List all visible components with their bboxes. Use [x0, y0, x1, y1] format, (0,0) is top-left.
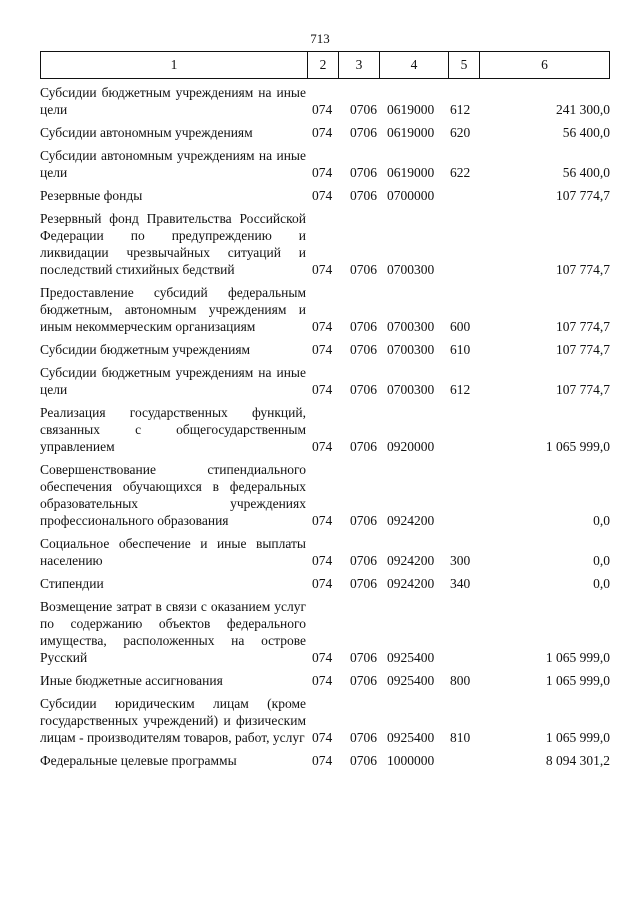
- row-description: Субсидии юридическим лицам (кроме государственных учреждений) и физическим лицам - производителям товаров, работ, услуг: [40, 696, 306, 745]
- amount: 107 774,7: [556, 319, 610, 334]
- section-code: 0706: [350, 188, 377, 203]
- amount: 241 300,0: [556, 102, 610, 117]
- table-row: [40, 575, 610, 592]
- amount: 0,0: [593, 576, 610, 591]
- column-header-2: 2: [308, 52, 339, 79]
- amount: 1 065 999,0: [545, 650, 610, 665]
- row-description: Социальное обеспечение и иные выплаты населению: [40, 536, 306, 568]
- table-row: [40, 187, 610, 204]
- table-row: [40, 404, 610, 455]
- table-row: [40, 752, 610, 769]
- row-codes: [40, 649, 610, 666]
- row-description: Резервный фонд Правительства Российской Федерации по предупреждению и ликвидации чрезвычайных ситуаций и последствий стихийных бедствий: [40, 211, 306, 277]
- target-article-code: 0700300: [387, 382, 435, 397]
- column-header-4: 4: [380, 52, 449, 79]
- row-description: Субсидии бюджетным учреждениям на иные цели: [40, 365, 306, 397]
- amount: 107 774,7: [556, 262, 610, 277]
- target-article-code: 0619000: [387, 102, 435, 117]
- row-description: Субсидии автономным учреждениям: [40, 125, 253, 140]
- row-codes: [40, 729, 610, 746]
- target-article-code: 0924200: [387, 553, 435, 568]
- ministry-code: 074: [312, 576, 333, 591]
- row-description: Резервные фонды: [40, 188, 143, 203]
- section-code: 0706: [350, 439, 377, 454]
- table-row: [40, 598, 610, 666]
- target-article-code: 0924200: [387, 513, 435, 528]
- column-header-1: 1: [41, 52, 308, 79]
- row-description: Субсидии бюджетным учреждениям на иные цели: [40, 85, 306, 117]
- section-code: 0706: [350, 262, 377, 277]
- ministry-code: 074: [312, 319, 333, 334]
- row-description: Реализация государственных функций, связанных с общегосударственным управлением: [40, 405, 306, 454]
- ministry-code: 074: [312, 165, 333, 180]
- row-description: Субсидии бюджетным учреждениям: [40, 342, 251, 357]
- row-codes: [40, 381, 610, 398]
- target-article-code: 0700300: [387, 262, 435, 277]
- table-row: [40, 147, 610, 181]
- row-codes: [40, 552, 610, 569]
- target-article-code: 0925400: [387, 650, 435, 665]
- section-code: 0706: [350, 342, 377, 357]
- expense-type-code: 300: [450, 553, 471, 568]
- amount: 1 065 999,0: [545, 439, 610, 454]
- ministry-code: 074: [312, 102, 333, 117]
- amount: 107 774,7: [556, 188, 610, 203]
- ministry-code: 074: [312, 553, 333, 568]
- table-row: [40, 284, 610, 335]
- row-codes: [40, 101, 610, 118]
- section-code: 0706: [350, 165, 377, 180]
- amount: 107 774,7: [556, 382, 610, 397]
- row-codes: [40, 164, 610, 181]
- section-code: 0706: [350, 382, 377, 397]
- target-article-code: 0924200: [387, 576, 435, 591]
- row-codes: [40, 187, 610, 204]
- ministry-code: 074: [312, 188, 333, 203]
- row-codes: [40, 672, 610, 689]
- row-codes: [40, 318, 610, 335]
- ministry-code: 074: [312, 650, 333, 665]
- target-article-code: 0700000: [387, 188, 435, 203]
- ministry-code: 074: [312, 125, 333, 140]
- expense-type-code: 612: [450, 382, 471, 397]
- row-codes: [40, 752, 610, 769]
- row-description: Стипендии: [40, 576, 104, 591]
- target-article-code: 1000000: [387, 753, 435, 768]
- budget-table-body: [40, 84, 610, 775]
- column-header-row: [41, 52, 610, 79]
- column-header-table: [40, 51, 610, 79]
- row-description: Субсидии автономным учреждениям на иные цели: [40, 148, 306, 180]
- amount: 56 400,0: [562, 165, 610, 180]
- amount: 8 094 301,2: [545, 753, 610, 768]
- target-article-code: 0700300: [387, 319, 435, 334]
- ministry-code: 074: [312, 673, 333, 688]
- expense-type-code: 620: [450, 125, 471, 140]
- amount: 107 774,7: [556, 342, 610, 357]
- row-description: Федеральные целевые программы: [40, 753, 237, 768]
- amount: 0,0: [593, 513, 610, 528]
- table-row: [40, 461, 610, 529]
- row-codes: [40, 512, 610, 529]
- expense-type-code: 800: [450, 673, 471, 688]
- table-row: [40, 124, 610, 141]
- ministry-code: 074: [312, 439, 333, 454]
- table-row: [40, 341, 610, 358]
- expense-type-code: 622: [450, 165, 471, 180]
- target-article-code: 0925400: [387, 730, 435, 745]
- target-article-code: 0700300: [387, 342, 435, 357]
- section-code: 0706: [350, 553, 377, 568]
- amount: 56 400,0: [562, 125, 610, 140]
- table-row: [40, 695, 610, 746]
- section-code: 0706: [350, 753, 377, 768]
- ministry-code: 074: [312, 753, 333, 768]
- section-code: 0706: [350, 319, 377, 334]
- row-description: Возмещение затрат в связи с оказанием услуг по содержанию объектов федерального имущества, расположенных на острове Русский: [40, 599, 306, 665]
- amount: 1 065 999,0: [545, 730, 610, 745]
- row-codes: [40, 575, 610, 592]
- target-article-code: 0619000: [387, 165, 435, 180]
- section-code: 0706: [350, 125, 377, 140]
- table-row: [40, 672, 610, 689]
- column-header-6: 6: [480, 52, 610, 79]
- expense-type-code: 610: [450, 342, 471, 357]
- page-number: 713: [310, 31, 330, 46]
- target-article-code: 0619000: [387, 125, 435, 140]
- expense-type-code: 612: [450, 102, 471, 117]
- row-description: Совершенствование стипендиального обеспечения обучающихся в федеральных образовательных учреждениях профессионального образования: [40, 462, 306, 528]
- ministry-code: 074: [312, 382, 333, 397]
- section-code: 0706: [350, 730, 377, 745]
- section-code: 0706: [350, 673, 377, 688]
- row-codes: [40, 438, 610, 455]
- column-header-5: 5: [449, 52, 480, 79]
- row-codes: [40, 261, 610, 278]
- row-codes: [40, 341, 610, 358]
- section-code: 0706: [350, 102, 377, 117]
- expense-type-code: 810: [450, 730, 471, 745]
- section-code: 0706: [350, 513, 377, 528]
- expense-type-code: 600: [450, 319, 471, 334]
- amount: 1 065 999,0: [545, 673, 610, 688]
- ministry-code: 074: [312, 342, 333, 357]
- table-row: [40, 364, 610, 398]
- target-article-code: 0920000: [387, 439, 435, 454]
- row-description: Предоставление субсидий федеральным бюджетным, автономным учреждениям и иным некоммерческим организациям: [40, 285, 306, 334]
- row-codes: [40, 124, 610, 141]
- ministry-code: 074: [312, 262, 333, 277]
- ministry-code: 074: [312, 513, 333, 528]
- table-row: [40, 535, 610, 569]
- section-code: 0706: [350, 650, 377, 665]
- ministry-code: 074: [312, 730, 333, 745]
- expense-type-code: 340: [450, 576, 471, 591]
- amount: 0,0: [593, 553, 610, 568]
- table-row: [40, 210, 610, 278]
- table-row: [40, 84, 610, 118]
- row-description: Иные бюджетные ассигнования: [40, 673, 223, 688]
- target-article-code: 0925400: [387, 673, 435, 688]
- column-header-3: 3: [339, 52, 380, 79]
- section-code: 0706: [350, 576, 377, 591]
